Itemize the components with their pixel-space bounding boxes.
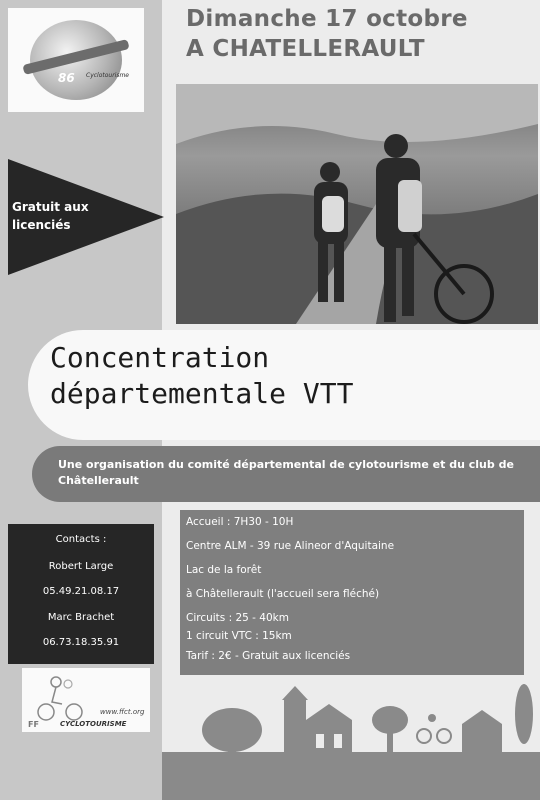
organisation-text: Une organisation du comité départemental de cylotourisme et du club de Châtellerault [58, 458, 514, 487]
event-city: A CHATELLERAULT [186, 36, 425, 62]
contact-phone: 05.49.21.08.17 [42, 586, 120, 597]
event-date: Dimanche 17 octobre [186, 6, 468, 32]
headline-line2: départementale VTT [50, 377, 354, 410]
contacts-box [8, 524, 154, 664]
logo-number: 86 [58, 71, 75, 85]
info-line: Lac de la forêt [186, 564, 262, 576]
event-info-box [180, 510, 524, 675]
ffct-logo [22, 668, 150, 732]
event-title [186, 4, 468, 64]
logo-text: Cyclotourisme [86, 72, 129, 79]
ffct-website: www.ffct.org [100, 708, 145, 716]
club-logo [8, 8, 144, 112]
town-silhouette [162, 680, 540, 800]
info-line: Circuits : 25 - 40km [186, 612, 289, 624]
contact-phone: 06.73.18.35.91 [42, 637, 120, 648]
info-line: Tarif : 2€ - Gratuit aux licenciés [186, 650, 351, 662]
free-badge-line2: licenciés [12, 218, 71, 232]
cyclist-logo-icon [32, 674, 92, 722]
headline [50, 340, 353, 412]
contact-name: Robert Large [48, 561, 114, 572]
info-line: Accueil : 7H30 - 10H [186, 516, 294, 528]
cyclists-photo [176, 84, 538, 324]
headline-line1: Concentration [50, 341, 270, 374]
info-line: Centre ALM - 39 rue Alineor d'Aquitaine [186, 540, 395, 552]
info-line: à Châtellerault (l'accueil sera fléché) [186, 588, 380, 600]
contact-name: Marc Brachet [47, 612, 115, 623]
photo-illustration [176, 84, 538, 324]
free-badge-text [12, 198, 112, 234]
free-badge-line1: Gratuit aux [12, 200, 89, 214]
contacts-label: Contacts : [55, 534, 107, 545]
ffct-ff: FF [28, 720, 39, 729]
ffct-cyclotourisme: CYCLOTOURISME [60, 720, 127, 728]
info-line: 1 circuit VTC : 15km [186, 630, 292, 642]
